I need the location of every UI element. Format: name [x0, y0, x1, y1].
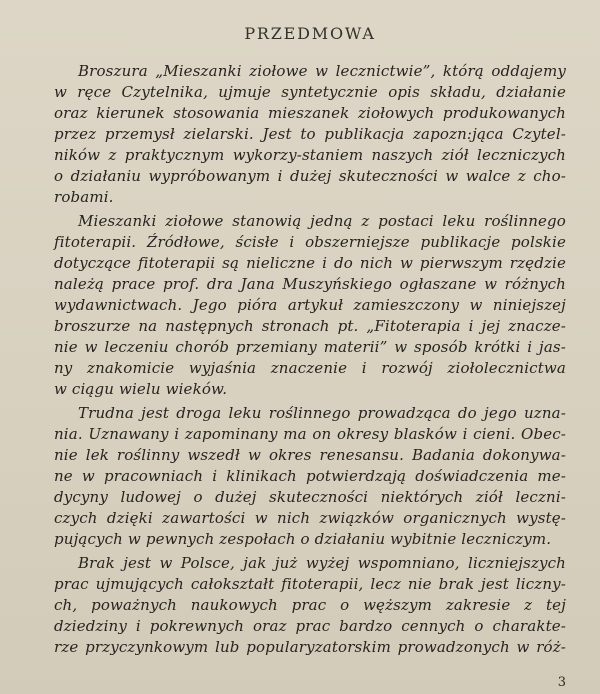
- text-line: nie lek roślinny wszedł w okres renesansu. Badania dokonywa-: [54, 446, 566, 464]
- text-line: dotyczące fitoterapii są nieliczne i do nich w pierwszym rzędzie: [54, 254, 566, 272]
- text-line: Mieszanki ziołowe stanowią jedną z postaci leku roślinnego: [78, 212, 566, 230]
- text-line: rze przyczynkowym lub popularyzatorskim prowadzonych w róż-: [54, 638, 566, 656]
- text-line: o działaniu wypróbowanym i dużej skuteczności w walce z cho-: [54, 167, 566, 185]
- paragraph-2: [54, 211, 566, 400]
- text-line: ch, poważnych naukowych prac o węższym zakresie z tej: [54, 596, 566, 614]
- text-line: oraz kierunek stosowania mieszanek ziołowych produkowanych: [54, 104, 566, 122]
- text-line: Trudna jest droga leku roślinnego prowadząca do jego uzna-: [78, 404, 566, 422]
- text-line: ny znakomicie wyjaśnia znaczenie i rozwój ziołolecznictwa: [54, 359, 566, 377]
- page-number: 3: [557, 675, 566, 690]
- text-line: Brak jest w Polsce, jak już wyżej wspomniano, liczniejszych: [78, 554, 566, 572]
- paragraph-3: [54, 403, 566, 550]
- text-line: wydawnictwach. Jego pióra artykuł zamieszczony w niniejszej: [54, 296, 566, 314]
- text-line: broszurze na następnych stronach pt. „Fitoterapia i jej znacze-: [54, 317, 566, 335]
- page-title: PRZEDMOWA: [244, 24, 376, 43]
- text-line: ników z praktycznym wykorzy-staniem naszych ziół leczniczych: [54, 146, 566, 164]
- text-line: Broszura „Mieszanki ziołowe w lecznictwie”, którą oddajemy: [78, 62, 566, 80]
- paragraph-1: [54, 61, 566, 208]
- paragraph-4: [54, 553, 566, 658]
- text-line: robami.: [54, 188, 114, 206]
- text-line: dycyny ludowej o dużej skuteczności niektórych ziół leczni-: [54, 488, 566, 506]
- text-line: w ręce Czytelnika, ujmuje syntetycznie opis składu, działanie: [54, 83, 566, 101]
- text-line: dziedziny i pokrewnych oraz prac bardzo cennych o charakte-: [54, 617, 566, 635]
- text-line: nie w leczeniu chorób przemiany materii” w sposób krótki i jas-: [54, 338, 566, 356]
- text-line: przez przemysł zielarski. Jest to publikacja zapozn:jąca Czytel-: [54, 125, 566, 143]
- text-line: fitoterapii. Źródłowe, ścisłe i obszerniejsze publikacje polskie: [54, 233, 566, 251]
- text-line: prac ujmujących całokształt fitoterapii, lecz nie brak jest liczny-: [54, 575, 566, 593]
- text-line: czych dzięki zawartości w nich związków organicznych wystę-: [54, 509, 566, 527]
- text-line: w ciągu wielu wieków.: [54, 380, 228, 398]
- text-line: nia. Uznawany i zapominany ma on okresy blasków i cieni. Obec-: [54, 425, 566, 443]
- text-line: należą prace prof. dra Jana Muszyńskiego ogłaszane w różnych: [54, 275, 566, 293]
- text-line: ne w pracowniach i klinikach potwierdzają doświadczenia me-: [54, 467, 566, 485]
- text-line: pujących w pewnych zespołach o działaniu wybitnie leczniczym.: [54, 530, 552, 548]
